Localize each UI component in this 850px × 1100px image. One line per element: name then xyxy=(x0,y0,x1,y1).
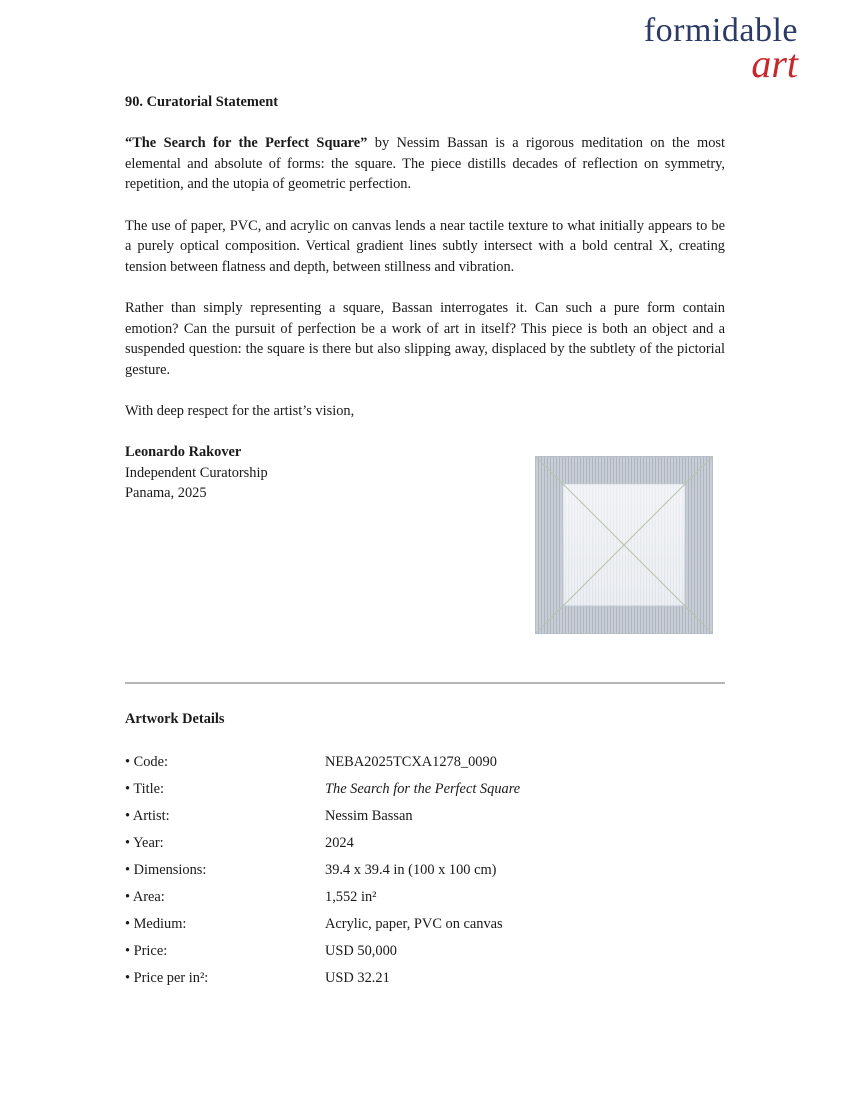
artwork-image xyxy=(535,456,713,634)
detail-value: The Search for the Perfect Square xyxy=(325,781,521,797)
paragraph-1-text: by Nessim Bassan is a rigorous meditation on the most elemental and absolute of forms: the square. The piece distills decades of reflection on symmetry, repetition, and the utopia of geometric perfection. xyxy=(125,135,725,193)
detail-row-medium xyxy=(125,914,725,941)
detail-value: NEBA2025TCXA1278_0090 xyxy=(325,754,497,770)
brand-logo xyxy=(643,12,798,86)
detail-label: • Code: xyxy=(125,754,169,770)
detail-row-year xyxy=(125,833,725,860)
statement-paragraph-1 xyxy=(125,133,725,195)
detail-value: USD 32.21 xyxy=(325,970,390,986)
artwork-title-quote: “The Search for the Perfect Square” xyxy=(125,135,368,152)
detail-value: USD 50,000 xyxy=(325,943,397,959)
detail-value: 1,552 in² xyxy=(325,889,377,905)
detail-row-area xyxy=(125,887,725,914)
statement-paragraph-2: The use of paper, PVC, and acrylic on canvas lends a near tactile texture to what initially appears to be a purely optical composition. Vertical gradient lines subtly intersect with a bold central X, creating tension between flatness and depth, between stillness and vibration. xyxy=(125,217,725,275)
detail-label: • Dimensions: xyxy=(125,862,207,878)
signature-place: Panama, 2025 xyxy=(125,485,207,502)
detail-row-price-per-area xyxy=(125,968,725,995)
artwork-details-heading: Artwork Details xyxy=(125,711,225,727)
detail-row-artist xyxy=(125,806,725,833)
signature-role: Independent Curatorship xyxy=(125,464,268,481)
detail-value: Acrylic, paper, PVC on canvas xyxy=(325,916,503,932)
logo-wordmark: formidable xyxy=(643,12,798,49)
detail-label: • Medium: xyxy=(125,916,187,932)
closing-line: With deep respect for the artist’s vision, xyxy=(125,402,355,419)
detail-label: • Year: xyxy=(125,835,164,851)
detail-row-code xyxy=(125,752,725,779)
detail-row-price xyxy=(125,941,725,968)
detail-value: Nessim Bassan xyxy=(325,808,413,824)
detail-value: 39.4 x 39.4 in (100 x 100 cm) xyxy=(325,862,497,878)
detail-value: 2024 xyxy=(325,835,354,851)
artwork-details-list xyxy=(125,752,725,995)
signature-name: Leonardo Rakover xyxy=(125,444,242,461)
detail-label: • Price: xyxy=(125,943,168,959)
detail-label: • Artist: xyxy=(125,808,170,824)
detail-label: • Area: xyxy=(125,889,165,905)
section-divider xyxy=(125,682,725,684)
statement-heading: 90. Curatorial Statement xyxy=(125,94,279,110)
detail-label: • Price per in²: xyxy=(125,970,209,986)
curatorial-statement xyxy=(125,92,725,504)
statement-paragraph-3: Rather than simply representing a square, Bassan interrogates it. Can such a pure form contain emotion? Can the pursuit of perfection be a work of art in itself? This piece is both an object and a suspended question: the square is there but also slipping away, displaced by the subtlety of the pictorial gesture. xyxy=(125,299,725,378)
logo-art-word: art xyxy=(751,41,798,86)
detail-label: • Title: xyxy=(125,781,165,797)
detail-row-dimensions xyxy=(125,860,725,887)
detail-row-title xyxy=(125,779,725,806)
